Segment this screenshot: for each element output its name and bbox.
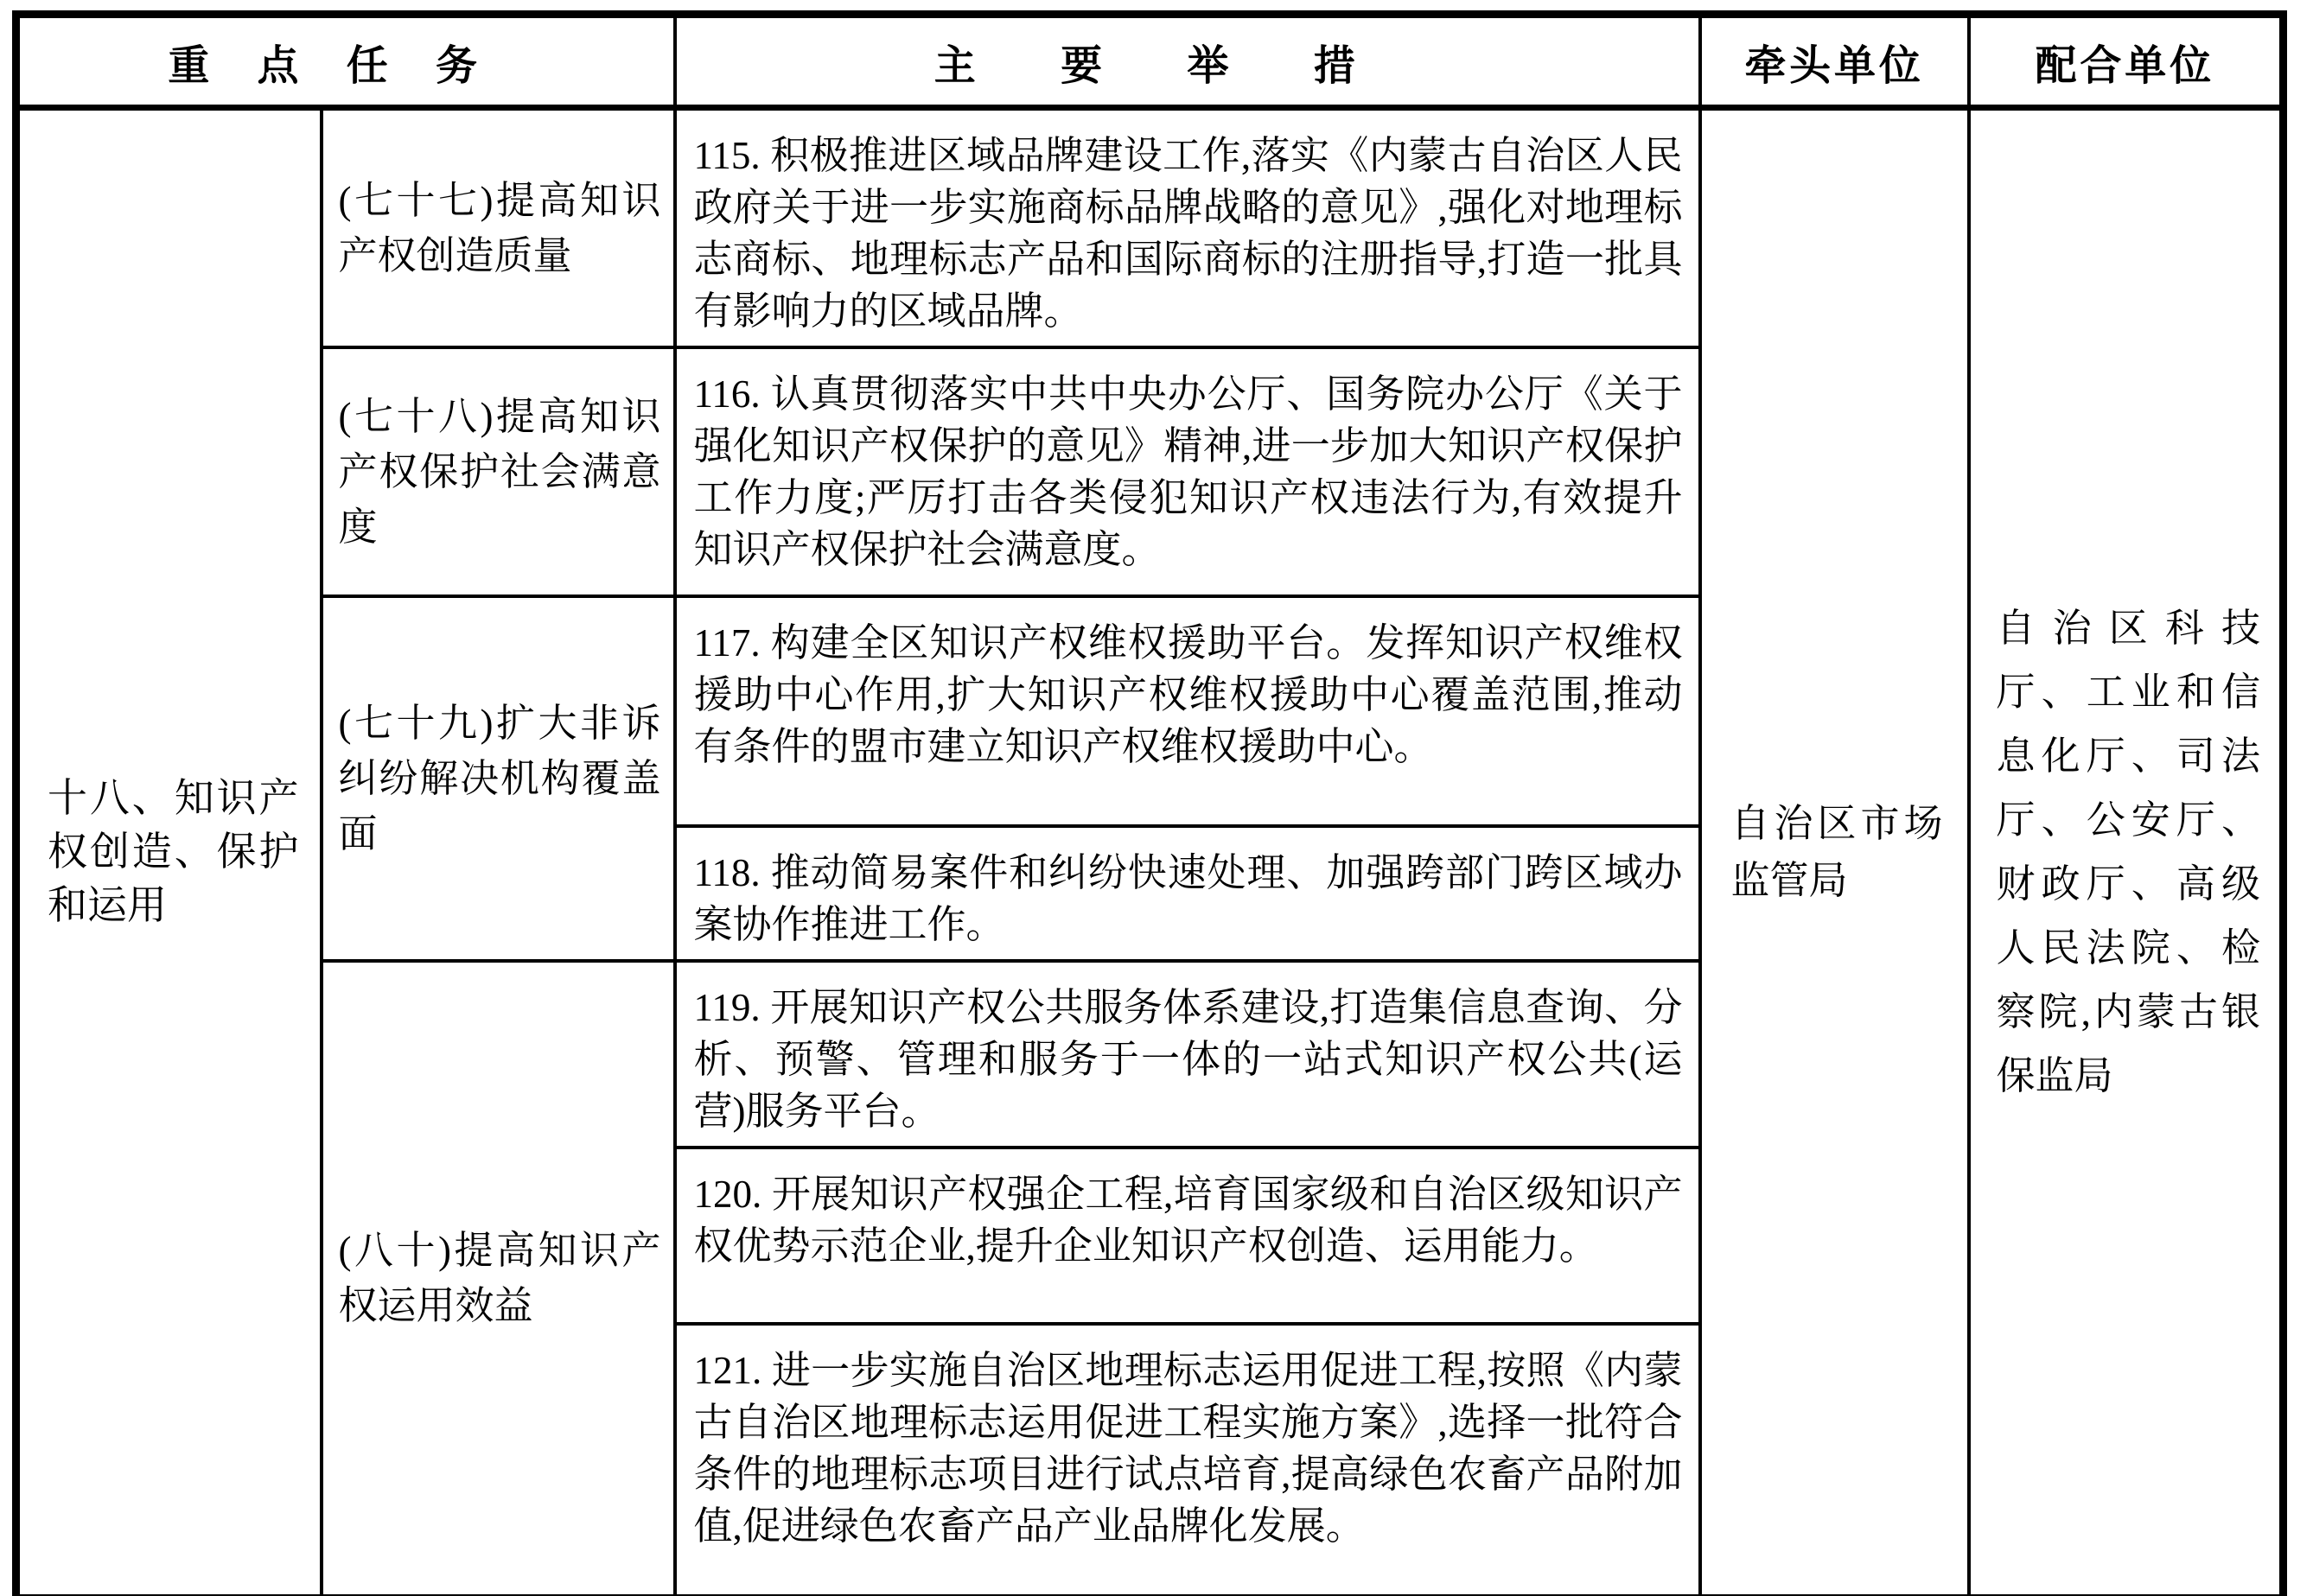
measure-121-cell: 121. 进一步实施自治区地理标志运用促进工程,按照《内蒙古自治区地理标志运用促进工程实施方案》,选择一批符合条件的地理标志项目进行试点培育,提高绿色农畜产品附加值,促进绿色农畜产品产业品牌化发展。 — [675, 1324, 1700, 1596]
measure-120-cell: 120. 开展知识产权强企工程,培育国家级和自治区级知识产权优势示范企业,提升企业知识产权创造、运用能力。 — [675, 1148, 1700, 1324]
header-cell-support-unit — [1969, 15, 2284, 108]
lead-unit-cell: 自治区市场监管局 — [1700, 108, 1969, 1596]
measure-118-cell: 118. 推动简易案件和纠纷快速处理、加强跨部门跨区域办案协作推进工作。 — [675, 826, 1700, 961]
measure-115-cell: 115. 积极推进区域品牌建设工作,落实《内蒙古自治区人民政府关于进一步实施商标品牌战略的意见》,强化对地理标志商标、地理标志产品和国际商标的注册指导,打造一批具有影响力的区域品牌。 — [675, 108, 1700, 348]
header-label-main-measures: 主要举措 — [933, 42, 1441, 89]
measure-119-cell: 119. 开展知识产权公共服务体系建设,打造集信息查询、分析、预警、管理和服务于一体的一站式知识产权公共(运营)服务平台。 — [675, 961, 1700, 1148]
header-cell-key-tasks — [16, 15, 675, 108]
task-measures-table — [12, 10, 2287, 1596]
measure-117-cell: 117. 构建全区知识产权维权援助平台。发挥知识产权维权援助中心作用,扩大知识产权维权援助中心覆盖范围,推动有条件的盟市建立知识产权维权援助中心。 — [675, 596, 1700, 826]
header-label-key-tasks: 重点任务 — [168, 42, 526, 89]
subtask-79-cell: (七十九)扩大非诉纠纷解决机构覆盖面 — [322, 596, 675, 961]
header-label-support-unit: 配合单位 — [2035, 42, 2214, 89]
table-header-row — [16, 15, 2284, 108]
subtask-77-cell: (七十七)提高知识产权创造质量 — [322, 108, 675, 348]
task-group-cell: 十八、知识产权创造、保护和运用 — [16, 108, 322, 1596]
header-cell-lead-unit — [1700, 15, 1969, 108]
subtask-78-cell: (七十八)提高知识产权保护社会满意度 — [322, 347, 675, 596]
header-cell-main-measures — [675, 15, 1700, 108]
subtask-80-cell: (八十)提高知识产权运用效益 — [322, 961, 675, 1596]
measure-116-cell: 116. 认真贯彻落实中共中央办公厅、国务院办公厅《关于强化知识产权保护的意见》精神,进一步加大知识产权保护工作力度;严厉打击各类侵犯知识产权违法行为,有效提升知识产权保护社会满意度。 — [675, 347, 1700, 596]
header-label-lead-unit: 牵头单位 — [1744, 42, 1924, 89]
table-row-115 — [16, 108, 2284, 348]
support-units-cell: 自治区科技厅、工业和信息化厅、司法厅、公安厅、财政厅、高级人民法院、检察院,内蒙古银保监局 — [1969, 108, 2284, 1596]
